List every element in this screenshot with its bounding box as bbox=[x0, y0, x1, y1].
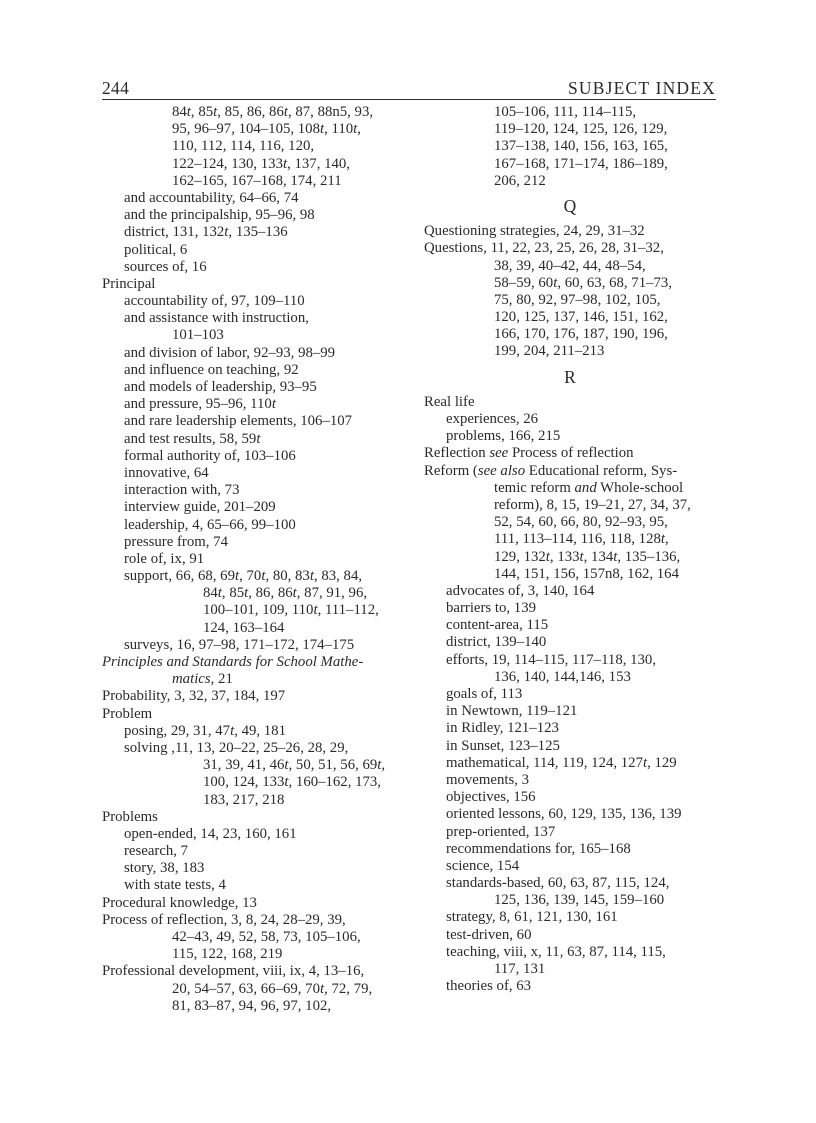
index-continuation bbox=[102, 620, 408, 637]
page-number: 244 bbox=[102, 78, 130, 98]
index-continuation bbox=[424, 531, 716, 548]
index-subentry bbox=[424, 652, 716, 669]
index-subentry bbox=[102, 345, 408, 362]
index-text: posing, 29, 31, 47 bbox=[124, 722, 231, 739]
index-text: and assistance with instruction, bbox=[124, 310, 309, 327]
index-text: prep-oriented, 137 bbox=[446, 823, 556, 840]
index-text: , 83, 84, bbox=[313, 568, 363, 585]
index-subentry bbox=[424, 634, 716, 651]
index-continuation bbox=[102, 327, 408, 344]
index-entry bbox=[424, 445, 716, 462]
index-text: 129, 132 bbox=[494, 548, 546, 565]
index-italic-text: t bbox=[284, 774, 289, 791]
index-text: , 60, 63, 68, 71–73, bbox=[557, 274, 672, 291]
index-text: innovative, 64 bbox=[124, 464, 209, 481]
index-italic-text: t bbox=[377, 757, 382, 774]
index-text: 58–59, 60 bbox=[494, 274, 554, 291]
index-italic-text: t bbox=[353, 121, 358, 138]
index-text: and division of labor, 92–93, 98–99 bbox=[124, 344, 336, 361]
index-text: , 133 bbox=[549, 548, 580, 565]
index-text: recommendations for, 165–168 bbox=[446, 840, 631, 857]
index-entry bbox=[102, 688, 408, 705]
index-text: theories of, 63 bbox=[446, 978, 532, 995]
index-entry bbox=[424, 240, 716, 257]
index-italic-text: t bbox=[230, 722, 235, 739]
index-text: standards-based, 60, 63, 87, 115, 124, bbox=[446, 875, 670, 892]
index-continuation bbox=[424, 173, 716, 190]
index-subentry bbox=[424, 927, 716, 944]
index-text: in Ridley, 121–123 bbox=[446, 720, 559, 737]
index-italic-text: t bbox=[284, 757, 289, 774]
index-subentry bbox=[102, 877, 408, 894]
index-text: 166, 170, 176, 187, 190, 196, bbox=[494, 326, 668, 343]
index-subentry bbox=[102, 637, 408, 654]
index-subentry bbox=[424, 824, 716, 841]
index-continuation bbox=[424, 566, 716, 583]
index-text: 38, 39, 40–42, 44, 48–54, bbox=[494, 257, 646, 274]
index-text: , bbox=[665, 531, 669, 548]
index-italic-text: t bbox=[292, 585, 297, 602]
index-italic-text: t bbox=[261, 568, 266, 585]
index-text: experiences, 26 bbox=[446, 411, 539, 427]
index-text: , 86, 86 bbox=[248, 585, 293, 602]
index-subentry bbox=[424, 720, 716, 737]
index-text: 144, 151, 156, 157n8, 162, 164 bbox=[494, 565, 679, 582]
index-italic-text: and bbox=[574, 479, 597, 496]
index-continuation bbox=[424, 258, 716, 275]
index-subentry bbox=[424, 411, 716, 428]
index-entry bbox=[102, 654, 408, 671]
index-subentry bbox=[424, 841, 716, 858]
index-text: , 160–162, 173, bbox=[288, 774, 381, 791]
index-text: 95, 96–97, 104–105, 108 bbox=[172, 121, 320, 138]
index-text: interview guide, 201–209 bbox=[124, 499, 276, 516]
index-italic-text: t bbox=[234, 568, 240, 585]
index-entry bbox=[102, 895, 408, 912]
index-italic-text: t bbox=[579, 548, 584, 565]
index-subentry bbox=[424, 755, 716, 772]
index-subentry bbox=[102, 293, 408, 310]
index-subentry bbox=[424, 858, 716, 875]
index-text: Procedural knowledge, 13 bbox=[102, 894, 257, 911]
index-text: with state tests, 4 bbox=[124, 877, 226, 894]
index-text: and test results, 58, 59 bbox=[124, 430, 257, 447]
index-text: problems, 166, 215 bbox=[446, 428, 561, 445]
index-subentry bbox=[102, 362, 408, 379]
index-text: and influence on teaching, 92 bbox=[124, 361, 299, 378]
index-text: 206, 212 bbox=[494, 172, 546, 189]
index-text: Problem bbox=[102, 705, 153, 722]
index-subentry bbox=[424, 772, 716, 789]
index-continuation bbox=[424, 549, 716, 566]
index-text: Real life bbox=[424, 393, 475, 410]
index-subentry bbox=[424, 909, 716, 926]
index-text: barriers to, 139 bbox=[446, 600, 536, 617]
index-subentry bbox=[424, 428, 716, 445]
index-text: 31, 39, 41, 46 bbox=[203, 757, 285, 774]
index-text: sources of, 16 bbox=[124, 258, 207, 275]
index-subentry bbox=[102, 723, 408, 740]
index-italic-text: t bbox=[319, 121, 325, 138]
index-text: test-driven, 60 bbox=[446, 926, 532, 943]
index-text: , 87, 88n5, 93, bbox=[287, 104, 374, 120]
index-text: strategy, 8, 61, 121, 130, 161 bbox=[446, 909, 618, 926]
header-rule bbox=[102, 99, 716, 100]
index-italic-text: t bbox=[244, 585, 249, 602]
index-entry bbox=[102, 912, 408, 929]
index-text: 167–168, 171–174, 186–189, bbox=[494, 155, 668, 172]
index-text: support, 66, 68, 69 bbox=[124, 568, 235, 585]
index-entry bbox=[102, 276, 408, 293]
index-italic-text: t bbox=[613, 548, 618, 565]
index-entry bbox=[424, 223, 716, 240]
index-subentry bbox=[102, 190, 408, 207]
index-text: , 70 bbox=[239, 568, 262, 585]
index-subentry bbox=[424, 806, 716, 823]
index-continuation bbox=[424, 514, 716, 531]
index-text: , 85, 86, 86 bbox=[217, 104, 284, 120]
index-continuation bbox=[102, 757, 408, 774]
index-subentry bbox=[102, 740, 408, 757]
index-text: 125, 136, 139, 145, 159–160 bbox=[494, 892, 665, 909]
index-text: , 21 bbox=[210, 671, 233, 688]
index-italic-text: t bbox=[319, 980, 325, 997]
index-text: research, 7 bbox=[124, 843, 189, 860]
index-continuation bbox=[424, 156, 716, 173]
index-text: , 80, 83 bbox=[265, 568, 310, 585]
index-continuation bbox=[102, 602, 408, 619]
index-continuation bbox=[102, 792, 408, 809]
index-text: 81, 83–87, 94, 96, 97, 102, bbox=[172, 997, 332, 1014]
index-text: movements, 3 bbox=[446, 771, 530, 788]
index-subentry bbox=[424, 875, 716, 892]
index-text: 20, 54–57, 63, 66–69, 70 bbox=[172, 980, 320, 997]
index-text: goals of, 113 bbox=[446, 686, 523, 702]
index-entry bbox=[424, 463, 716, 480]
index-text: 162–165, 167–168, 174, 211 bbox=[172, 172, 342, 189]
index-continuation bbox=[424, 669, 716, 686]
index-italic-text: see also bbox=[477, 462, 526, 479]
index-text: Questions, 11, 22, 23, 25, 26, 28, 31–32, bbox=[424, 240, 664, 257]
index-text: Reform ( bbox=[424, 462, 478, 479]
index-text: Whole-school bbox=[596, 479, 684, 496]
index-subentry bbox=[102, 499, 408, 516]
index-italic-text: t bbox=[660, 531, 665, 548]
index-text: , 85 bbox=[221, 585, 245, 602]
index-text: 100, 124, 133 bbox=[203, 774, 285, 791]
index-entry bbox=[102, 706, 408, 723]
index-text: , 111–112, bbox=[317, 602, 379, 619]
index-text: advocates of, 3, 140, 164 bbox=[446, 582, 595, 599]
index-text: in Newtown, 119–121 bbox=[446, 703, 578, 720]
index-text: 42–43, 49, 52, 58, 73, 105–106, bbox=[172, 929, 361, 945]
index-continuation bbox=[424, 292, 716, 309]
index-subentry bbox=[102, 517, 408, 534]
index-text: 111, 113–114, 116, 118, 128 bbox=[494, 531, 661, 548]
index-section-letter bbox=[424, 195, 716, 216]
index-text: leadership, 4, 65–66, 99–100 bbox=[124, 516, 296, 533]
index-text: 137–138, 140, 156, 163, 165, bbox=[494, 138, 668, 155]
index-subentry bbox=[102, 482, 408, 499]
index-text: pressure from, 74 bbox=[124, 533, 228, 550]
index-text: 100–101, 109, 110 bbox=[203, 602, 314, 619]
index-subentry bbox=[102, 396, 408, 413]
index-text: story, 38, 183 bbox=[124, 860, 205, 877]
index-subentry bbox=[424, 789, 716, 806]
index-text: , bbox=[381, 757, 386, 774]
index-text: objectives, 156 bbox=[446, 789, 536, 806]
index-text: , 72, 79, bbox=[324, 980, 373, 997]
index-subentry bbox=[102, 826, 408, 843]
index-text: 84 bbox=[203, 585, 218, 602]
index-text: and models of leadership, 93–95 bbox=[124, 379, 317, 395]
index-italic-text: t bbox=[642, 754, 648, 771]
index-text: 84 bbox=[172, 104, 187, 120]
index-text: accountability of, 97, 109–110 bbox=[124, 293, 305, 310]
index-italic-text: t bbox=[217, 585, 222, 602]
index-subentry bbox=[102, 534, 408, 551]
index-subentry bbox=[102, 207, 408, 224]
index-text: reform), 8, 15, 19–21, 27, 34, 37, bbox=[494, 496, 691, 513]
index-entry bbox=[102, 963, 408, 980]
index-text: Professional development, viii, ix, 4, 13–16, bbox=[102, 963, 365, 980]
index-subentry bbox=[102, 465, 408, 482]
index-continuation bbox=[102, 671, 408, 688]
index-continuation bbox=[102, 585, 408, 602]
index-text: 136, 140, 144,146, 153 bbox=[494, 668, 631, 685]
index-text: , 129 bbox=[647, 754, 677, 771]
index-subentry bbox=[424, 944, 716, 961]
index-text: , 110 bbox=[324, 121, 354, 138]
index-subentry bbox=[102, 431, 408, 448]
index-entry bbox=[424, 394, 716, 411]
running-head: SUBJECT INDEX bbox=[568, 78, 716, 98]
index-text: 124, 163–164 bbox=[203, 619, 285, 636]
index-text: Process of reflection, 3, 8, 24, 28–29, 39, bbox=[102, 911, 346, 928]
index-continuation bbox=[424, 326, 716, 343]
index-text: , 135–136 bbox=[228, 224, 288, 241]
index-subentry bbox=[424, 583, 716, 600]
index-text: 105–106, 111, 114–115, bbox=[494, 104, 637, 120]
index-text: Principal bbox=[102, 275, 156, 292]
index-continuation bbox=[424, 309, 716, 326]
index-subentry bbox=[102, 310, 408, 327]
index-text: 183, 217, 218 bbox=[203, 791, 285, 808]
index-text: and rare leadership elements, 106–107 bbox=[124, 413, 353, 430]
index-text: mathematical, 114, 119, 124, 127 bbox=[446, 754, 643, 771]
index-continuation bbox=[424, 497, 716, 514]
index-text: 122–124, 130, 133 bbox=[172, 155, 283, 172]
index-text: Q bbox=[563, 195, 577, 216]
index-text: oriented lessons, 60, 129, 135, 136, 139 bbox=[446, 806, 682, 823]
index-italic-text: t bbox=[213, 104, 218, 120]
index-text: 119–120, 124, 125, 126, 129, bbox=[494, 121, 668, 138]
index-italic-text: see bbox=[489, 445, 509, 462]
index-text: interaction with, 73 bbox=[124, 482, 240, 499]
index-subentry bbox=[424, 617, 716, 634]
index-continuation bbox=[424, 892, 716, 909]
index-text: district, 139–140 bbox=[446, 634, 547, 651]
index-continuation bbox=[424, 121, 716, 138]
index-subentry bbox=[102, 843, 408, 860]
index-subentry bbox=[424, 686, 716, 703]
index-text: district, 131, 132 bbox=[124, 224, 225, 241]
index-subentry bbox=[424, 703, 716, 720]
index-text: , bbox=[357, 121, 361, 138]
index-section-letter bbox=[424, 366, 716, 387]
index-continuation bbox=[424, 275, 716, 292]
index-subentry bbox=[102, 568, 408, 585]
index-continuation bbox=[424, 104, 716, 121]
index-subentry bbox=[424, 738, 716, 755]
index-text: Educational reform, Sys- bbox=[525, 462, 678, 479]
index-text: , 135–136, bbox=[617, 548, 681, 565]
index-continuation bbox=[102, 156, 408, 173]
index-text: Problems bbox=[102, 808, 158, 825]
index-text: , 134 bbox=[583, 548, 614, 565]
index-text: 101–103 bbox=[172, 327, 224, 344]
index-text: role of, ix, 91 bbox=[124, 550, 205, 567]
index-continuation bbox=[102, 138, 408, 155]
index-text: and accountability, 64–66, 74 bbox=[124, 189, 299, 206]
index-italic-text: t bbox=[256, 430, 261, 447]
index-text: , 49, 181 bbox=[234, 722, 286, 739]
index-text: , 85 bbox=[190, 104, 214, 120]
index-continuation bbox=[102, 929, 408, 946]
index-text: , 50, 51, 56, 69 bbox=[288, 757, 378, 774]
index-continuation bbox=[424, 961, 716, 978]
index-text: teaching, viii, x, 11, 63, 87, 114, 115, bbox=[446, 943, 666, 960]
index-continuation bbox=[102, 173, 408, 190]
index-entry bbox=[102, 809, 408, 826]
index-continuation bbox=[102, 104, 408, 121]
index-text: , 137, 140, bbox=[287, 155, 350, 172]
index-italic-text: t bbox=[282, 155, 288, 172]
index-text: Probability, 3, 32, 37, 184, 197 bbox=[102, 688, 286, 705]
index-subentry bbox=[424, 600, 716, 617]
index-subentry bbox=[102, 448, 408, 465]
index-text: 52, 54, 60, 66, 80, 92–93, 95, bbox=[494, 514, 668, 531]
index-text: content-area, 115 bbox=[446, 617, 549, 634]
index-subentry bbox=[102, 379, 408, 396]
index-italic-text: t bbox=[309, 568, 314, 585]
index-italic-text: t bbox=[186, 104, 191, 120]
index-subentry bbox=[424, 978, 716, 995]
index-continuation bbox=[102, 946, 408, 963]
index-italic-text: t bbox=[553, 274, 558, 291]
index-text: 110, 112, 114, 116, 120, bbox=[172, 138, 315, 155]
index-text: science, 154 bbox=[446, 857, 520, 874]
index-column-left bbox=[102, 104, 408, 1015]
index-text: 199, 204, 211–213 bbox=[494, 343, 605, 360]
index-italic-text: t bbox=[224, 224, 229, 241]
index-text: surveys, 16, 97–98, 171–172, 174–175 bbox=[124, 636, 355, 653]
index-italic-text: t bbox=[283, 104, 288, 120]
index-text: temic reform bbox=[494, 479, 575, 496]
index-continuation bbox=[102, 981, 408, 998]
index-text: Reflection bbox=[424, 445, 490, 462]
index-subentry bbox=[102, 224, 408, 241]
index-text: and the principalship, 95–96, 98 bbox=[124, 207, 315, 224]
index-column-right bbox=[424, 104, 716, 995]
index-text: efforts, 19, 114–115, 117–118, 130, bbox=[446, 651, 657, 668]
index-subentry bbox=[102, 860, 408, 877]
index-subentry bbox=[102, 242, 408, 259]
index-italic-text: t bbox=[313, 602, 318, 619]
index-subentry bbox=[102, 551, 408, 568]
index-text: Questioning strategies, 24, 29, 31–32 bbox=[424, 223, 645, 240]
index-text: 120, 125, 137, 146, 151, 162, bbox=[494, 309, 668, 326]
index-text: formal authority of, 103–106 bbox=[124, 447, 296, 464]
index-text: 75, 80, 92, 97–98, 102, 105, bbox=[494, 291, 661, 308]
index-italic-text: matics bbox=[172, 671, 211, 688]
index-continuation bbox=[102, 998, 408, 1015]
index-text: open-ended, 14, 23, 160, 161 bbox=[124, 825, 297, 842]
index-text: 117, 131 bbox=[494, 961, 546, 977]
index-continuation bbox=[424, 343, 716, 360]
index-text: in Sunset, 123–125 bbox=[446, 737, 560, 754]
index-text: political, 6 bbox=[124, 241, 188, 258]
index-text: Process of reflection bbox=[508, 445, 634, 462]
index-text: , 87, 91, 96, bbox=[296, 585, 368, 602]
index-italic-text: t bbox=[271, 396, 276, 413]
index-continuation bbox=[102, 121, 408, 138]
index-continuation bbox=[102, 774, 408, 791]
index-italic-text: t bbox=[545, 548, 550, 565]
index-text: solving ,11, 13, 20–22, 25–26, 28, 29, bbox=[124, 739, 349, 756]
index-italic-text: Principles and Standards for School Mathe- bbox=[102, 654, 364, 670]
index-subentry bbox=[102, 413, 408, 430]
index-text: 115, 122, 168, 219 bbox=[172, 946, 283, 963]
index-text: and pressure, 95–96, 110 bbox=[124, 396, 272, 413]
index-subentry bbox=[102, 259, 408, 276]
index-continuation bbox=[424, 138, 716, 155]
index-continuation bbox=[424, 480, 716, 497]
index-text: R bbox=[564, 366, 576, 387]
